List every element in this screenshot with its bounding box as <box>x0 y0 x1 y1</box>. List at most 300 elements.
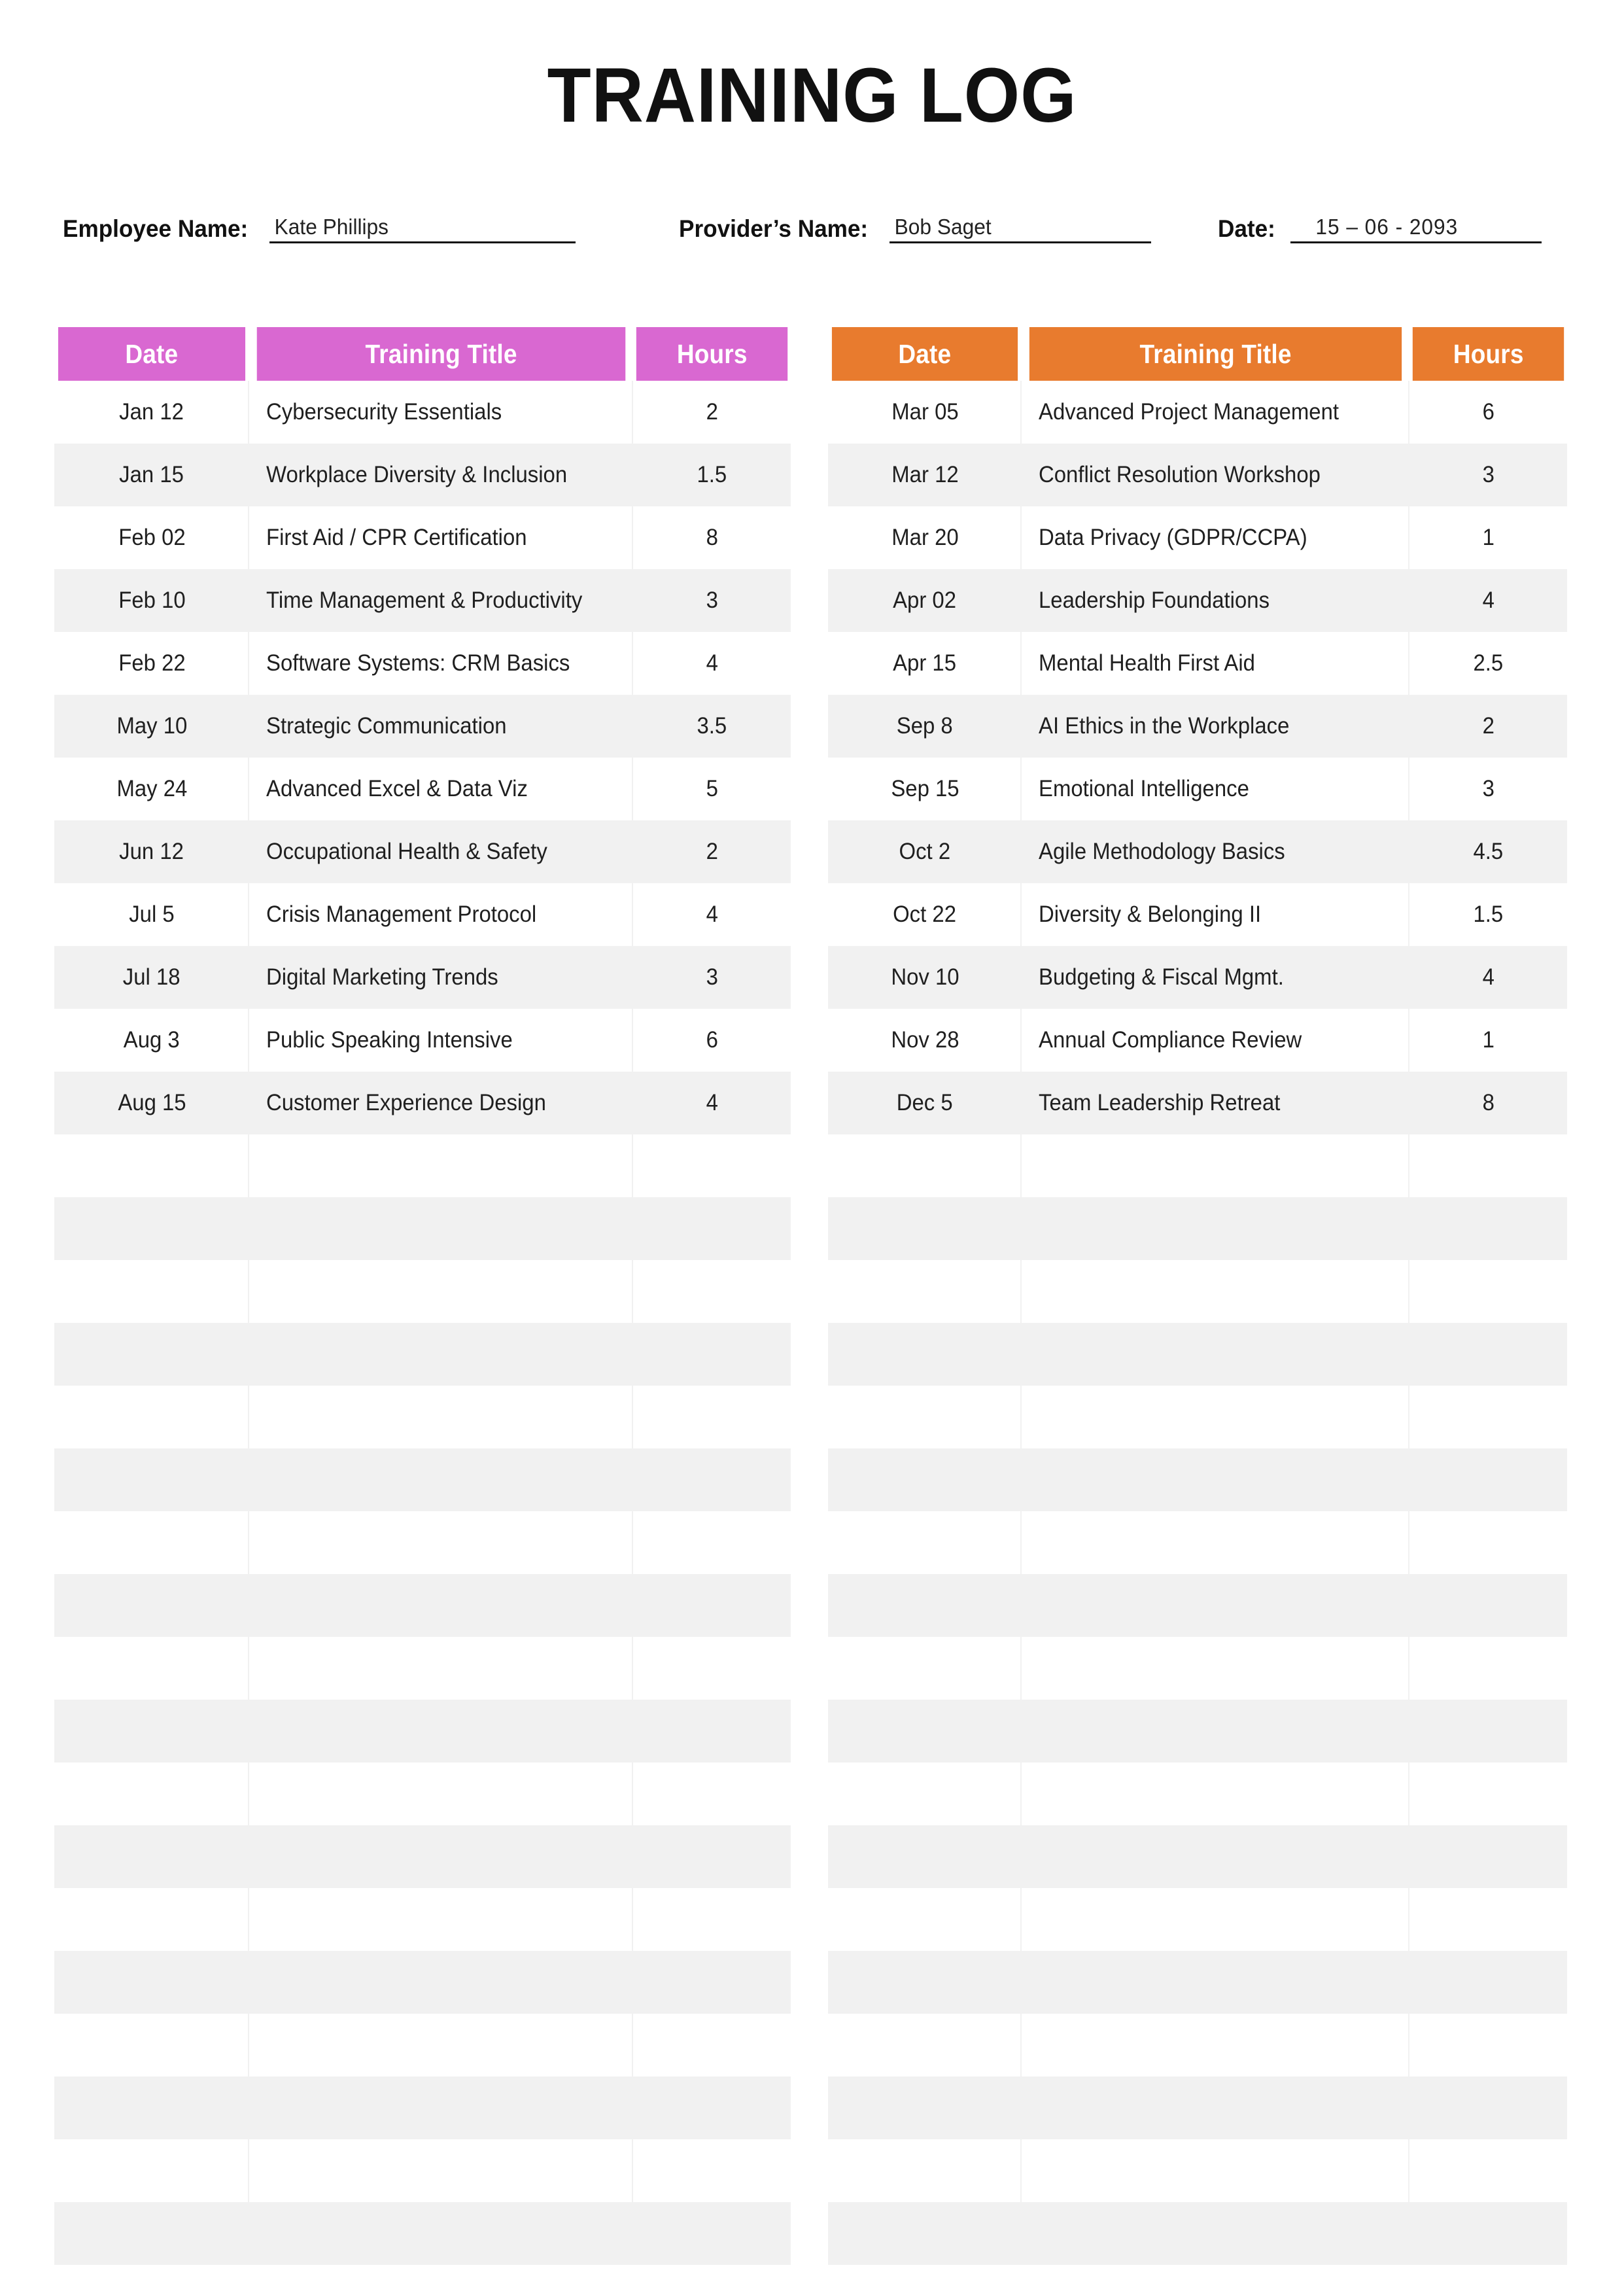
table-row[interactable] <box>828 1888 1567 1951</box>
cell-date[interactable] <box>54 1323 249 1386</box>
cell-title-text: Time Management & Productivity <box>266 587 583 613</box>
cell-hours-text: 6 <box>706 1026 718 1053</box>
employee-name-input[interactable] <box>269 209 576 243</box>
table-row[interactable] <box>54 569 791 632</box>
cell-date[interactable] <box>54 2202 249 2265</box>
table-row[interactable] <box>54 1134 791 1197</box>
cell-hours[interactable] <box>1409 1511 1567 1574</box>
cell-hours[interactable] <box>633 2014 791 2076</box>
column-header-title <box>1029 327 1402 381</box>
column-header-date <box>58 327 245 381</box>
cell-title[interactable] <box>249 1323 633 1386</box>
table-row[interactable] <box>828 1009 1567 1072</box>
cell-hours[interactable] <box>633 820 791 883</box>
table-row[interactable] <box>54 1072 791 1134</box>
cell-hours[interactable] <box>633 506 791 569</box>
cell-date[interactable] <box>54 1888 249 1951</box>
column-header-title-text: Training Title <box>365 338 517 369</box>
table-row[interactable] <box>828 883 1567 946</box>
table-row[interactable] <box>54 444 791 506</box>
cell-title[interactable] <box>1022 381 1409 444</box>
cell-hours-text: 3 <box>1482 461 1494 487</box>
cell-title[interactable] <box>1022 1762 1409 1825</box>
cell-date-text: Mar 12 <box>891 461 959 487</box>
cell-title-text: Agile Methodology Basics <box>1039 838 1285 864</box>
cell-title[interactable] <box>249 1009 633 1072</box>
cell-date[interactable] <box>54 758 249 820</box>
cell-title-text: Data Privacy (GDPR/CCPA) <box>1039 524 1307 550</box>
cell-title[interactable] <box>1022 1700 1409 1762</box>
table-row[interactable] <box>828 1951 1567 2014</box>
cell-date[interactable] <box>828 695 1022 758</box>
cell-hours-text: 1 <box>1482 524 1494 550</box>
cell-title[interactable] <box>1022 1197 1409 1260</box>
cell-hours[interactable] <box>1409 2076 1567 2139</box>
cell-date[interactable] <box>828 1260 1022 1323</box>
cell-title[interactable] <box>1022 1888 1409 1951</box>
cell-date[interactable] <box>828 1323 1022 1386</box>
cell-title[interactable] <box>1022 946 1409 1009</box>
cell-hours[interactable] <box>633 1072 791 1134</box>
cell-date[interactable] <box>54 1825 249 1888</box>
cell-title[interactable] <box>1022 1825 1409 1888</box>
cell-title[interactable] <box>249 695 633 758</box>
cell-hours[interactable] <box>1409 883 1567 946</box>
cell-date[interactable] <box>828 1134 1022 1197</box>
employee-name-field <box>63 207 576 243</box>
cell-title[interactable] <box>249 1762 633 1825</box>
cell-hours[interactable] <box>1409 1951 1567 2014</box>
cell-title[interactable] <box>249 2076 633 2139</box>
cell-title[interactable] <box>1022 1386 1409 1448</box>
cell-date[interactable] <box>828 1700 1022 1762</box>
table-row[interactable] <box>54 1386 791 1448</box>
cell-date[interactable] <box>828 946 1022 1009</box>
cell-title[interactable] <box>1022 444 1409 506</box>
table-row[interactable] <box>54 1888 791 1951</box>
cell-date[interactable] <box>54 2139 249 2202</box>
cell-date[interactable] <box>54 1134 249 1197</box>
table-row[interactable] <box>828 444 1567 506</box>
cell-hours[interactable] <box>1409 1009 1567 1072</box>
cell-title[interactable] <box>1022 2014 1409 2076</box>
cell-title[interactable] <box>1022 2076 1409 2139</box>
provider-name-input[interactable] <box>890 209 1151 243</box>
cell-title[interactable] <box>1022 2139 1409 2202</box>
cell-title[interactable] <box>1022 820 1409 883</box>
cell-hours[interactable] <box>633 2076 791 2139</box>
cell-title[interactable] <box>1022 632 1409 695</box>
cell-title[interactable] <box>1022 2202 1409 2265</box>
cell-date[interactable] <box>54 1951 249 2014</box>
cell-hours[interactable] <box>633 1825 791 1888</box>
cell-title[interactable] <box>1022 1951 1409 2014</box>
cell-date-text: Jan 15 <box>119 461 184 487</box>
cell-date[interactable] <box>828 1448 1022 1511</box>
cell-date[interactable] <box>828 1637 1022 1700</box>
cell-date-text: Jul 18 <box>123 964 181 990</box>
cell-date[interactable] <box>54 1700 249 1762</box>
cell-hours[interactable] <box>633 381 791 444</box>
cell-date-text: Feb 02 <box>118 524 186 550</box>
cell-title-text: Customer Experience Design <box>266 1089 546 1115</box>
table-left-header-row <box>54 327 791 381</box>
cell-date-text: Sep 15 <box>890 775 959 801</box>
cell-date[interactable] <box>54 695 249 758</box>
cell-hours-text: 1 <box>1482 1026 1494 1053</box>
cell-title-text: First Aid / CPR Certification <box>266 524 527 550</box>
table-row[interactable] <box>54 506 791 569</box>
cell-title[interactable] <box>249 632 633 695</box>
training-table-right <box>828 327 1567 2265</box>
column-header-title <box>257 327 626 381</box>
cell-hours[interactable] <box>633 1009 791 1072</box>
table-row[interactable] <box>828 1072 1567 1134</box>
cell-hours-text: 4 <box>706 650 718 676</box>
table-row[interactable] <box>828 1134 1567 1197</box>
cell-date[interactable] <box>828 1762 1022 1825</box>
cell-hours[interactable] <box>1409 1197 1567 1260</box>
cell-hours[interactable] <box>1409 1448 1567 1511</box>
cell-date[interactable] <box>828 2076 1022 2139</box>
table-row[interactable] <box>54 1574 791 1637</box>
cell-date[interactable] <box>54 1637 249 1700</box>
table-row[interactable] <box>54 632 791 695</box>
cell-title[interactable] <box>249 1700 633 1762</box>
column-header-hours <box>1413 327 1564 381</box>
cell-date[interactable] <box>54 2014 249 2076</box>
table-row[interactable] <box>828 1260 1567 1323</box>
cell-hours[interactable] <box>633 1700 791 1762</box>
cell-title[interactable] <box>249 506 633 569</box>
cell-hours[interactable] <box>633 1637 791 1700</box>
cell-hours[interactable] <box>1409 695 1567 758</box>
cell-hours[interactable] <box>1409 1386 1567 1448</box>
cell-title[interactable] <box>1022 695 1409 758</box>
cell-date[interactable] <box>828 1386 1022 1448</box>
cell-title[interactable] <box>249 1888 633 1951</box>
table-row[interactable] <box>828 2076 1567 2139</box>
cell-title[interactable] <box>249 758 633 820</box>
cell-date[interactable] <box>828 381 1022 444</box>
cell-title[interactable] <box>249 883 633 946</box>
table-row[interactable] <box>54 2202 791 2265</box>
cell-title[interactable] <box>1022 569 1409 632</box>
cell-title[interactable] <box>249 2014 633 2076</box>
cell-hours-text: 1.5 <box>1473 901 1504 927</box>
table-row[interactable] <box>54 1323 791 1386</box>
table-row[interactable] <box>54 1009 791 1072</box>
cell-title[interactable] <box>249 569 633 632</box>
table-row[interactable] <box>54 1637 791 1700</box>
table-row[interactable] <box>828 1511 1567 1574</box>
cell-title[interactable] <box>1022 1323 1409 1386</box>
cell-title[interactable] <box>249 1511 633 1574</box>
cell-title[interactable] <box>249 1637 633 1700</box>
table-row[interactable] <box>828 1323 1567 1386</box>
cell-title-text: Crisis Management Protocol <box>266 901 537 927</box>
cell-title[interactable] <box>249 820 633 883</box>
cell-title[interactable] <box>1022 1637 1409 1700</box>
cell-hours[interactable] <box>633 1574 791 1637</box>
cell-hours[interactable] <box>1409 2202 1567 2265</box>
cell-title[interactable] <box>249 444 633 506</box>
provider-name-field <box>679 207 1151 243</box>
table-row[interactable] <box>54 1762 791 1825</box>
cell-title-text: Diversity & Belonging II <box>1039 901 1262 927</box>
cell-hours-text: 4 <box>1482 587 1494 613</box>
cell-date[interactable] <box>828 569 1022 632</box>
cell-hours[interactable] <box>1409 946 1567 1009</box>
cell-date[interactable] <box>54 1574 249 1637</box>
cell-title[interactable] <box>1022 1574 1409 1637</box>
cell-date-text: Dec 5 <box>897 1089 953 1115</box>
cell-date[interactable] <box>828 2202 1022 2265</box>
table-row[interactable] <box>54 2076 791 2139</box>
cell-date[interactable] <box>828 506 1022 569</box>
cell-date[interactable] <box>828 2014 1022 2076</box>
cell-title[interactable] <box>249 946 633 1009</box>
cell-title[interactable] <box>1022 1511 1409 1574</box>
cell-title-text: Mental Health First Aid <box>1039 650 1255 676</box>
cell-hours[interactable] <box>633 1951 791 2014</box>
cell-hours[interactable] <box>633 695 791 758</box>
table-row[interactable] <box>828 1762 1567 1825</box>
cell-date[interactable] <box>828 1511 1022 1574</box>
cell-date[interactable] <box>828 632 1022 695</box>
cell-hours[interactable] <box>633 2139 791 2202</box>
table-row[interactable] <box>828 2202 1567 2265</box>
cell-hours[interactable] <box>633 1762 791 1825</box>
cell-title[interactable] <box>249 2139 633 2202</box>
cell-hours[interactable] <box>1409 758 1567 820</box>
cell-hours[interactable] <box>1409 381 1567 444</box>
cell-hours-text: 2 <box>706 838 718 864</box>
table-right-header-row <box>828 327 1567 381</box>
column-header-hours <box>636 327 787 381</box>
cell-title-text: Leadership Foundations <box>1039 587 1270 613</box>
table-row[interactable] <box>828 1825 1567 1888</box>
cell-date[interactable] <box>828 1951 1022 2014</box>
cell-date-text: Mar 05 <box>891 398 959 425</box>
cell-date-text: Oct 22 <box>893 901 957 927</box>
cell-date[interactable] <box>54 1197 249 1260</box>
table-row[interactable] <box>54 695 791 758</box>
cell-hours[interactable] <box>633 1134 791 1197</box>
cell-date[interactable] <box>828 820 1022 883</box>
table-row[interactable] <box>828 758 1567 820</box>
cell-title-text: Emotional Intelligence <box>1039 775 1249 801</box>
table-row[interactable] <box>54 2014 791 2076</box>
table-row[interactable] <box>828 2014 1567 2076</box>
table-row[interactable] <box>828 1637 1567 1700</box>
cell-title-text: Budgeting & Fiscal Mgmt. <box>1039 964 1284 990</box>
table-row[interactable] <box>828 381 1567 444</box>
cell-title-text: AI Ethics in the Workplace <box>1039 712 1290 739</box>
table-row[interactable] <box>54 381 791 444</box>
cell-hours[interactable] <box>1409 444 1567 506</box>
table-row[interactable] <box>828 1574 1567 1637</box>
cell-hours[interactable] <box>633 758 791 820</box>
cell-title[interactable] <box>249 1072 633 1134</box>
table-row[interactable] <box>828 506 1567 569</box>
cell-date[interactable] <box>54 1448 249 1511</box>
cell-date[interactable] <box>54 1511 249 1574</box>
cell-hours[interactable] <box>1409 1072 1567 1134</box>
cell-hours[interactable] <box>633 1888 791 1951</box>
table-row[interactable] <box>828 695 1567 758</box>
cell-title[interactable] <box>249 1260 633 1323</box>
meta-fields-row <box>0 207 1624 246</box>
cell-hours[interactable] <box>1409 2014 1567 2076</box>
cell-title[interactable] <box>1022 1260 1409 1323</box>
cell-title[interactable] <box>1022 1448 1409 1511</box>
cell-date[interactable] <box>54 632 249 695</box>
cell-date[interactable] <box>54 2076 249 2139</box>
table-row[interactable] <box>54 1260 791 1323</box>
cell-date[interactable] <box>828 758 1022 820</box>
date-input[interactable] <box>1290 209 1542 243</box>
table-row[interactable] <box>54 1951 791 2014</box>
cell-date[interactable] <box>828 1009 1022 1072</box>
cell-date[interactable] <box>54 1260 249 1323</box>
cell-hours[interactable] <box>1409 2139 1567 2202</box>
cell-title[interactable] <box>249 1574 633 1637</box>
cell-date[interactable] <box>54 569 249 632</box>
cell-hours[interactable] <box>1409 1700 1567 1762</box>
cell-title[interactable] <box>249 1825 633 1888</box>
cell-title-text: Strategic Communication <box>266 712 507 739</box>
cell-hours[interactable] <box>1409 1260 1567 1323</box>
cell-date[interactable] <box>828 883 1022 946</box>
table-row[interactable] <box>828 820 1567 883</box>
cell-hours[interactable] <box>1409 1762 1567 1825</box>
cell-title-text: Advanced Excel & Data Viz <box>266 775 528 801</box>
table-row[interactable] <box>54 1700 791 1762</box>
table-row[interactable] <box>828 1448 1567 1511</box>
table-row[interactable] <box>828 1197 1567 1260</box>
cell-date[interactable] <box>828 1197 1022 1260</box>
table-row[interactable] <box>54 1511 791 1574</box>
table-row[interactable] <box>54 1448 791 1511</box>
cell-hours-text: 2.5 <box>1473 650 1504 676</box>
cell-title[interactable] <box>1022 1009 1409 1072</box>
cell-hours[interactable] <box>633 444 791 506</box>
cell-date[interactable] <box>54 946 249 1009</box>
cell-hours[interactable] <box>1409 506 1567 569</box>
cell-hours[interactable] <box>633 1448 791 1511</box>
date-value: 15 – 06 - 2093 <box>1315 215 1458 239</box>
column-header-title-text: Training Title <box>1139 338 1292 369</box>
cell-title[interactable] <box>1022 506 1409 569</box>
cell-title[interactable] <box>249 381 633 444</box>
table-row[interactable] <box>54 758 791 820</box>
cell-title-text: Occupational Health & Safety <box>266 838 547 864</box>
cell-hours[interactable] <box>1409 569 1567 632</box>
table-row[interactable] <box>828 1386 1567 1448</box>
cell-hours[interactable] <box>633 883 791 946</box>
cell-hours-text: 5 <box>706 775 718 801</box>
cell-title[interactable] <box>249 1951 633 2014</box>
table-row[interactable] <box>54 946 791 1009</box>
cell-date[interactable] <box>828 1574 1022 1637</box>
cell-date[interactable] <box>828 1072 1022 1134</box>
table-row[interactable] <box>828 2139 1567 2202</box>
table-row[interactable] <box>828 946 1567 1009</box>
table-row[interactable] <box>828 632 1567 695</box>
cell-title[interactable] <box>1022 883 1409 946</box>
cell-hours[interactable] <box>633 1260 791 1323</box>
cell-date[interactable] <box>54 506 249 569</box>
cell-date[interactable] <box>828 444 1022 506</box>
cell-hours[interactable] <box>633 2202 791 2265</box>
cell-title-text: Public Speaking Intensive <box>266 1026 513 1053</box>
table-row[interactable] <box>54 1197 791 1260</box>
cell-hours[interactable] <box>1409 632 1567 695</box>
cell-date[interactable] <box>54 444 249 506</box>
cell-title[interactable] <box>249 2202 633 2265</box>
cell-hours-text: 3 <box>1482 775 1494 801</box>
cell-date-text: Mar 20 <box>891 524 959 550</box>
cell-title[interactable] <box>249 1448 633 1511</box>
cell-hours[interactable] <box>1409 1134 1567 1197</box>
cell-date[interactable] <box>54 1762 249 1825</box>
cell-date[interactable] <box>828 2139 1022 2202</box>
table-row[interactable] <box>54 883 791 946</box>
table-row[interactable] <box>828 1700 1567 1762</box>
cell-hours-text: 3.5 <box>697 712 727 739</box>
cell-hours[interactable] <box>1409 1323 1567 1386</box>
cell-date[interactable] <box>54 1072 249 1134</box>
cell-date[interactable] <box>828 1888 1022 1951</box>
cell-hours[interactable] <box>633 632 791 695</box>
cell-hours[interactable] <box>633 946 791 1009</box>
cell-hours[interactable] <box>633 1323 791 1386</box>
cell-date[interactable] <box>54 820 249 883</box>
cell-hours[interactable] <box>1409 1574 1567 1637</box>
cell-date-text: Nov 10 <box>890 964 959 990</box>
cell-title-text: Cybersecurity Essentials <box>266 398 502 425</box>
cell-date-text: May 10 <box>116 712 187 739</box>
cell-title[interactable] <box>249 1197 633 1260</box>
cell-hours[interactable] <box>1409 820 1567 883</box>
cell-date-text: Nov 28 <box>890 1026 959 1053</box>
cell-hours[interactable] <box>1409 1888 1567 1951</box>
cell-title[interactable] <box>1022 1134 1409 1197</box>
cell-hours[interactable] <box>633 569 791 632</box>
cell-date[interactable] <box>54 1386 249 1448</box>
cell-hours[interactable] <box>1409 1825 1567 1888</box>
cell-title[interactable] <box>249 1134 633 1197</box>
table-row[interactable] <box>54 1825 791 1888</box>
cell-hours[interactable] <box>633 1197 791 1260</box>
provider-name-value: Bob Saget <box>895 215 992 239</box>
cell-date[interactable] <box>54 883 249 946</box>
cell-title[interactable] <box>1022 1072 1409 1134</box>
cell-date[interactable] <box>828 1825 1022 1888</box>
cell-title[interactable] <box>1022 758 1409 820</box>
cell-date[interactable] <box>54 1009 249 1072</box>
cell-date[interactable] <box>54 381 249 444</box>
table-row[interactable] <box>54 2139 791 2202</box>
table-row[interactable] <box>828 569 1567 632</box>
cell-title[interactable] <box>249 1386 633 1448</box>
cell-hours[interactable] <box>1409 1637 1567 1700</box>
table-row[interactable] <box>54 820 791 883</box>
cell-hours[interactable] <box>633 1386 791 1448</box>
cell-hours[interactable] <box>633 1511 791 1574</box>
cell-hours-text: 4 <box>1482 964 1494 990</box>
